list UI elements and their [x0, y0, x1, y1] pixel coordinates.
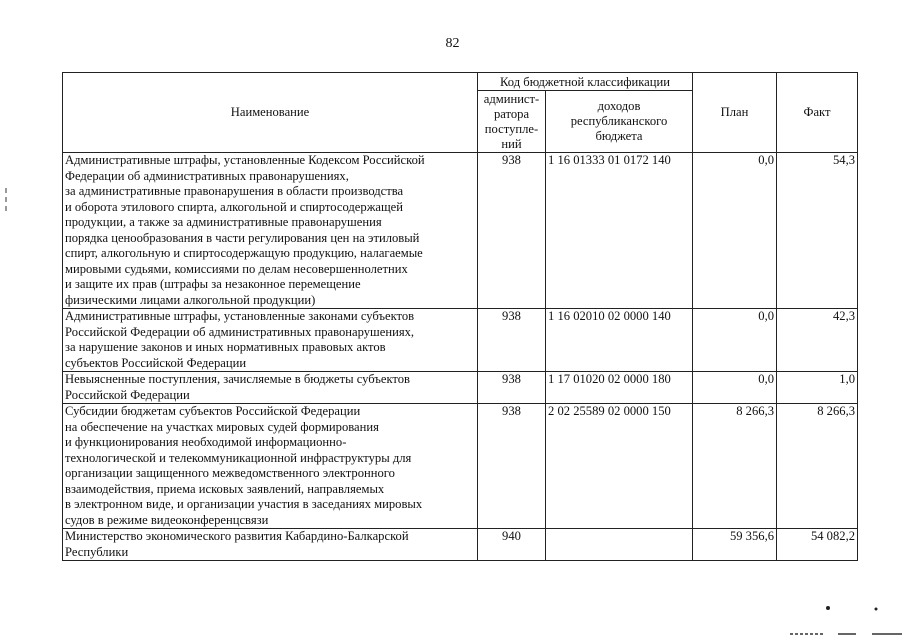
row-name-line: и функционирования необходимой информационно- [65, 435, 347, 449]
row-fact: 42,3 [777, 309, 858, 372]
row-plan: 0,0 [693, 309, 777, 372]
header-plan: План [693, 73, 777, 153]
header-code-group: Код бюджетной классификации [478, 73, 693, 91]
row-fact: 1,0 [777, 372, 858, 404]
row-name-line: технологической и телекоммуникационной инфраструктуры для [65, 450, 412, 465]
row-fact: 8 266,3 [777, 404, 858, 529]
row-name-line: за административные правонарушения в области производства [65, 184, 404, 198]
table-row [63, 153, 858, 309]
row-name [63, 153, 478, 309]
table-body [63, 153, 858, 561]
row-name-line: на обеспечение на участках мировых судей формирования [65, 419, 379, 434]
row-name-line: Субсидии бюджетам субъектов Российской Федерации [65, 404, 361, 418]
header-fact: Факт [777, 73, 858, 153]
row-name-line: взаимодействия, приема исковых заявлений, направляемых [65, 481, 385, 496]
row-admin-code: 938 [478, 153, 546, 309]
row-name-line: за нарушение законов и иных нормативных правовых актов [65, 340, 386, 354]
row-income-code: 1 17 01020 02 0000 180 [546, 372, 693, 404]
row-name-line: мировыми судьями, комиссиями по делам несовершеннолетних [65, 261, 408, 276]
row-income-code [546, 529, 693, 561]
header-income: доходов республиканского бюджета [546, 91, 693, 153]
row-name-line: продукции, а также за административные правонарушения [65, 215, 382, 229]
row-name-line: Невыясненные поступления, зачисляемые в бюджеты субъектов [65, 372, 410, 386]
row-name-line: судов в режиме видеоконференцсвязи [65, 512, 269, 527]
row-name-line: Российской Федерации об административных правонарушениях, [65, 324, 415, 339]
header-admin: админист- ратора поступле- ний [478, 91, 546, 153]
row-income-code: 1 16 02010 02 0000 140 [546, 309, 693, 372]
row-income-code: 2 02 25589 02 0000 150 [546, 404, 693, 529]
scan-margin-mark [4, 188, 8, 212]
row-admin-code: 938 [478, 404, 546, 529]
row-income-code: 1 16 01333 01 0172 140 [546, 153, 693, 309]
row-admin-code: 938 [478, 309, 546, 372]
row-name-line: Российской Федерации [65, 387, 190, 402]
row-name-line: Федерации об административных правонарушениях, [65, 168, 349, 183]
row-name-line: Административные штрафы, установленные законами субъектов [65, 309, 415, 323]
row-plan: 8 266,3 [693, 404, 777, 529]
budget-classification-table [62, 72, 858, 561]
row-name [63, 404, 478, 529]
table-row [63, 372, 858, 404]
row-plan: 0,0 [693, 372, 777, 404]
table-row [63, 309, 858, 372]
row-name-line: организации защищенного межведомственного электронного [65, 466, 395, 480]
header-name: Наименование [63, 73, 478, 153]
row-name-line: и защите их прав (штрафы за незаконное перемещение [65, 277, 361, 291]
table-row [63, 529, 858, 561]
row-name-line: субъектов Российской Федерации [65, 355, 247, 370]
row-admin-code: 938 [478, 372, 546, 404]
row-name-line: в электронном виде, и организации участия в заседаниях мировых [65, 497, 423, 511]
row-name-line: порядка ценообразования в части регулирования цен на этиловый [65, 230, 420, 245]
row-name-line: спирт, алкогольную и спиртосодержащую продукцию, налагаемые [65, 246, 423, 260]
row-name-line: Республики [65, 544, 129, 559]
row-name [63, 372, 478, 404]
page-number: 82 [445, 36, 460, 51]
row-plan: 59 356,6 [693, 529, 777, 561]
row-fact: 54 082,2 [777, 529, 858, 561]
row-name [63, 529, 478, 561]
row-name-line: Министерство экономического развития Кабардино-Балкарской [65, 529, 409, 543]
row-name-line: физическими лицами алкогольной продукции) [65, 292, 316, 307]
row-name [63, 309, 478, 372]
row-name-line: и оборота этилового спирта, алкогольной и спиртосодержащей [65, 199, 404, 214]
table-row [63, 404, 858, 529]
row-name-line: Административные штрафы, установленные Кодексом Российской [65, 153, 425, 167]
row-admin-code: 940 [478, 529, 546, 561]
row-plan: 0,0 [693, 153, 777, 309]
scan-artifacts [760, 600, 905, 640]
row-fact: 54,3 [777, 153, 858, 309]
